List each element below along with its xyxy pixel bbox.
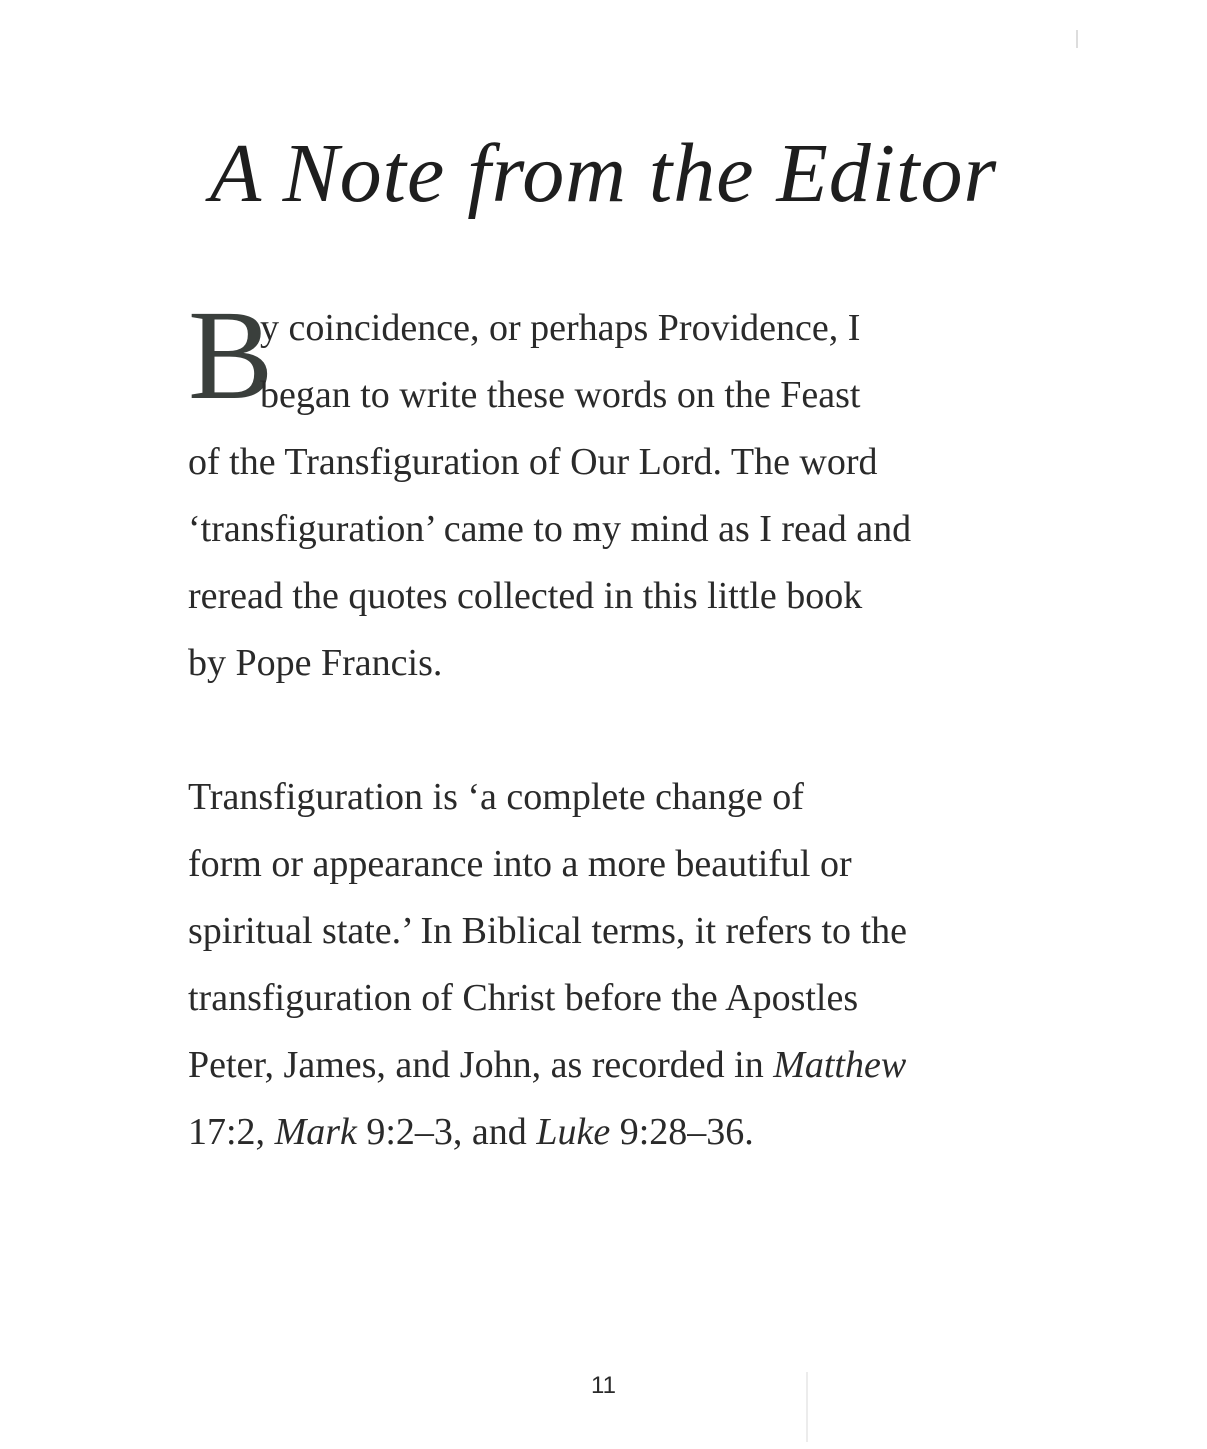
scan-artifact xyxy=(806,1372,808,1442)
paragraph-line: form or appearance into a more beautiful or xyxy=(188,843,852,885)
book-citation-luke: Luke xyxy=(536,1111,611,1153)
book-citation-mark: Mark xyxy=(274,1111,357,1153)
paragraph-line: Transfiguration is ‘a complete change of xyxy=(188,776,804,818)
paragraph-line: began to write these words on the Feast xyxy=(260,374,861,416)
paragraph-line: spiritual state.’ In Biblical terms, it refers to the xyxy=(188,910,907,952)
paragraph-line: ‘transfiguration’ came to my mind as I read and xyxy=(188,508,912,550)
citation-reference: 9:28–36. xyxy=(610,1111,754,1153)
book-citation-matthew: Matthew xyxy=(773,1044,907,1086)
page-number: 11 xyxy=(591,1372,616,1399)
paragraph-2 xyxy=(188,764,1048,1166)
paragraph-line: of the Transfiguration of Our Lord. The word xyxy=(188,441,878,483)
paragraph-line: reread the quotes collected in this little book xyxy=(188,575,863,617)
citation-reference: 9:2–3, and xyxy=(356,1111,537,1153)
scan-artifact xyxy=(1076,30,1078,48)
paragraph-line: y coincidence, or perhaps Providence, I xyxy=(260,307,861,349)
citation-reference: 17:2, xyxy=(188,1111,275,1153)
paragraph-line xyxy=(188,1099,1048,1166)
drop-cap: B xyxy=(188,284,274,426)
paragraph-line: by Pope Francis. xyxy=(188,642,443,684)
paragraph-line xyxy=(188,1032,1048,1099)
page-title: A Note from the Editor xyxy=(209,127,998,220)
paragraph-line: transfiguration of Christ before the Apostles xyxy=(188,977,859,1019)
paragraph-1 xyxy=(188,284,1048,697)
line-text: Peter, James, and John, as recorded in xyxy=(188,1044,774,1086)
